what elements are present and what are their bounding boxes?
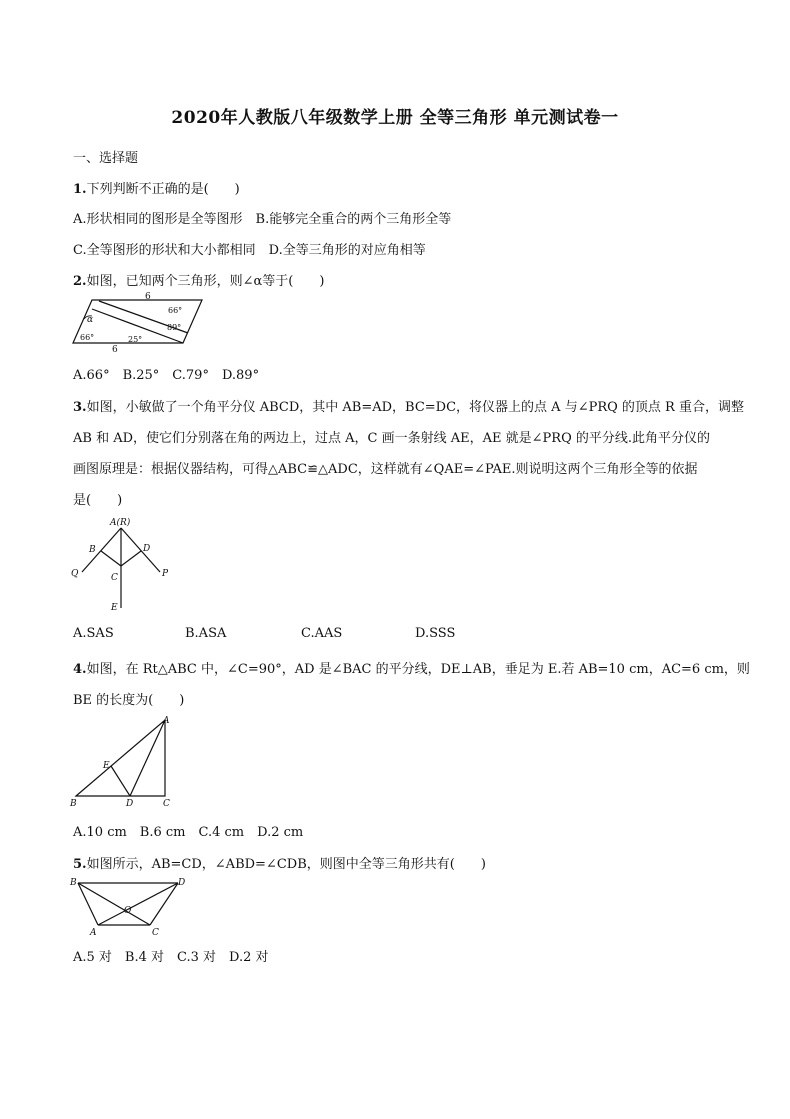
q5-label-D: D bbox=[178, 878, 186, 888]
section-heading: 一、选择题 bbox=[73, 151, 139, 166]
question-4-figure bbox=[68, 712, 180, 807]
q2-label-bottom: 6 bbox=[112, 345, 118, 355]
question-3-stem-4: 是( ) bbox=[73, 493, 123, 508]
q2-angle-66-right: 66° bbox=[168, 306, 183, 315]
page-title: 2020年人教版八年级数学上册 全等三角形 单元测试卷一 bbox=[171, 108, 619, 128]
q3-label-D: D bbox=[143, 544, 151, 554]
question-5-number: 5. bbox=[73, 857, 87, 872]
q4-label-D: D bbox=[126, 799, 134, 809]
q3-label-P: P bbox=[162, 569, 169, 579]
q3-option-a: A.SAS bbox=[73, 626, 114, 641]
q5-label-A: A bbox=[90, 928, 97, 938]
question-3-stem-1 bbox=[73, 396, 744, 415]
question-5-figure bbox=[68, 875, 188, 937]
q2-label-top: 6 bbox=[145, 292, 151, 302]
question-5-text: 如图所示，AB=CD，∠ABD=∠CDB，则图中全等三角形共有( ) bbox=[86, 857, 486, 872]
question-1-number: 1. bbox=[73, 182, 87, 197]
question-2-options: A.66° B.25° C.79° D.89° bbox=[73, 368, 260, 383]
question-2-text: 如图，已知两个三角形，则∠α等于( ) bbox=[86, 274, 325, 289]
q3-option-c: C.AAS bbox=[301, 626, 343, 641]
question-1-options-2: C.全等图形的形状和大小都相同 D.全等三角形的对应角相等 bbox=[73, 243, 426, 258]
q5-label-B: B bbox=[70, 878, 77, 888]
q2-angle-alpha: α bbox=[87, 315, 94, 325]
q3-option-b: B.ASA bbox=[185, 626, 227, 641]
question-5-stem bbox=[73, 853, 486, 872]
q4-label-A: A bbox=[163, 716, 170, 726]
q5-label-O: O bbox=[124, 906, 132, 916]
question-1-stem bbox=[73, 178, 240, 197]
q3-label-C: C bbox=[111, 573, 118, 583]
q3-label-Q: Q bbox=[71, 569, 79, 579]
question-4-text-1: 如图，在 Rt△ABC 中，∠C=90°，AD 是∠BAC 的平分线，DE⊥AB，垂足为 E.若 AB=10 cm，AC=6 cm，则 bbox=[86, 662, 750, 677]
question-4-stem-2: BE 的长度为( ) bbox=[73, 693, 185, 708]
q4-label-C: C bbox=[163, 799, 170, 809]
question-3-stem-3: 画图原理是：根据仪器结构，可得△ABC≌△ADC，这样就有∠QAE=∠PAE.则说明这两个三角形全等的依据 bbox=[73, 462, 698, 477]
question-4-options: A.10 cm B.6 cm C.4 cm D.2 cm bbox=[73, 825, 304, 840]
q3-label-E: E bbox=[111, 603, 118, 613]
q2-angle-25: 25° bbox=[128, 335, 143, 344]
question-2-stem bbox=[73, 270, 324, 289]
q2-angle-89: 89° bbox=[167, 323, 182, 332]
q4-label-E: E bbox=[103, 761, 110, 771]
question-1-text: 下列判断不正确的是( ) bbox=[86, 182, 240, 197]
q3-option-d: D.SSS bbox=[415, 626, 456, 641]
question-5-options: A.5 对 B.4 对 C.3 对 D.2 对 bbox=[73, 950, 269, 965]
question-4-stem-1 bbox=[73, 658, 750, 677]
question-3-number: 3. bbox=[73, 400, 87, 415]
q4-label-B: B bbox=[70, 799, 77, 809]
question-3-figure bbox=[70, 514, 180, 614]
q2-angle-66-left: 66° bbox=[80, 333, 95, 342]
question-1-options-1: A.形状相同的图形是全等图形 B.能够完全重合的两个三角形全等 bbox=[73, 212, 452, 227]
question-2-figure bbox=[70, 292, 200, 354]
q3-label-B: B bbox=[89, 545, 96, 555]
q3-label-A: A(R) bbox=[110, 518, 131, 528]
q5-label-C: C bbox=[152, 928, 159, 938]
question-2-number: 2. bbox=[73, 274, 87, 289]
question-3-text-1: 如图，小敏做了一个角平分仪 ABCD，其中 AB=AD，BC=DC，将仪器上的点 A 与∠PRQ 的顶点 R 重合，调整 bbox=[86, 400, 744, 415]
question-3-stem-2: AB 和 AD，使它们分别落在角的两边上，过点 A，C 画一条射线 AE，AE 就是∠PRQ 的平分线.此角平分仪的 bbox=[73, 431, 710, 446]
question-4-number: 4. bbox=[73, 662, 87, 677]
